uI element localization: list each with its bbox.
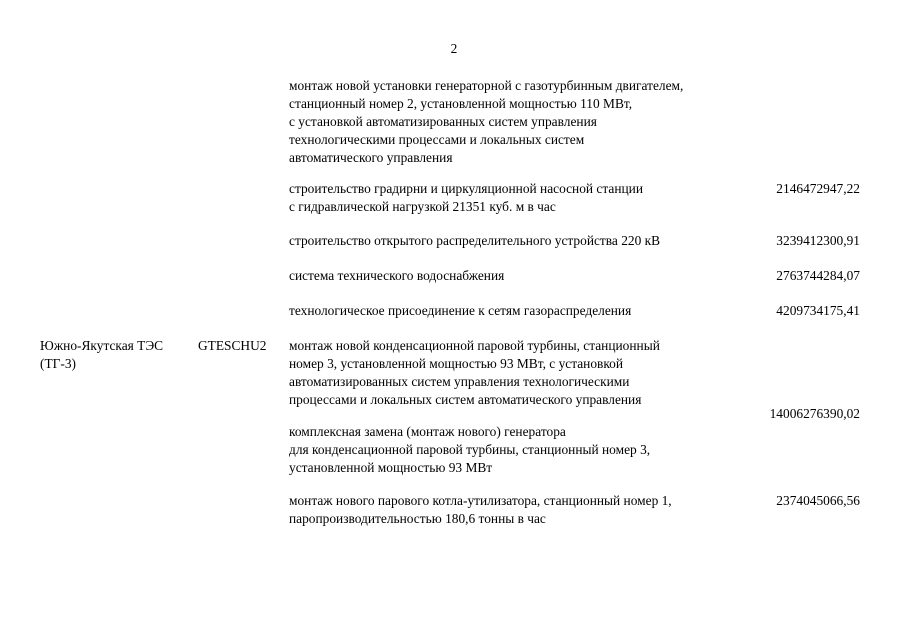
description-line: процессами и локальных систем автоматического управления <box>289 392 642 407</box>
plant-name-line: Южно-Якутская ТЭС <box>40 338 164 353</box>
description-line: паропроизводительностью 180,6 тонны в час <box>289 511 546 526</box>
work-description <box>289 267 749 285</box>
work-description <box>289 232 749 250</box>
work-description <box>289 337 749 409</box>
description-line: для конденсационной паровой турбины, станционный номер 3, <box>289 442 651 457</box>
description-line: с установкой автоматизированных систем управления <box>289 114 597 129</box>
cost-value: 2146472947,22 <box>776 181 860 196</box>
cost-value: 2374045066,56 <box>776 493 860 508</box>
plant-name-line: (ТГ-3) <box>40 356 76 371</box>
description-line: автоматического управления <box>289 150 453 165</box>
plant-code: GTESCHU2 <box>198 338 267 353</box>
description-line: автоматизированных систем управления технологическими <box>289 374 630 389</box>
description-line: технологическими процессами и локальных систем <box>289 132 585 147</box>
work-description <box>289 77 749 167</box>
cost-value: 14006276390,02 <box>769 406 860 421</box>
cost-value: 2763744284,07 <box>776 268 860 283</box>
description-line: строительство открытого распределительного устройства 220 кВ <box>289 233 661 248</box>
cost-value: 4209734175,41 <box>776 303 860 318</box>
work-description <box>289 492 749 528</box>
cost-value: 3239412300,91 <box>776 233 860 248</box>
description-line: монтаж новой установки генераторной с газотурбинным двигателем, <box>289 78 684 93</box>
page-number: 2 <box>450 41 458 56</box>
description-line: монтаж нового парового котла-утилизатора, станционный номер 1, <box>289 493 672 508</box>
description-line: номер 3, установленной мощностью 93 МВт, с установкой <box>289 356 624 371</box>
description-line: с гидравлической нагрузкой 21351 куб. м в час <box>289 199 556 214</box>
work-description <box>289 423 749 477</box>
work-description <box>289 302 749 320</box>
description-line: строительство градирни и циркуляционной насосной станции <box>289 181 643 196</box>
description-line: установленной мощностью 93 МВт <box>289 460 493 475</box>
description-line: комплексная замена (монтаж нового) генератора <box>289 424 566 439</box>
plant-name <box>40 337 190 373</box>
description-line: технологическое присоединение к сетям газораспределения <box>289 303 632 318</box>
description-line: монтаж новой конденсационной паровой турбины, станционный <box>289 338 660 353</box>
description-line: система технического водоснабжения <box>289 268 505 283</box>
description-line: станционный номер 2, установленной мощностью 110 МВт, <box>289 96 633 111</box>
work-description <box>289 180 749 216</box>
